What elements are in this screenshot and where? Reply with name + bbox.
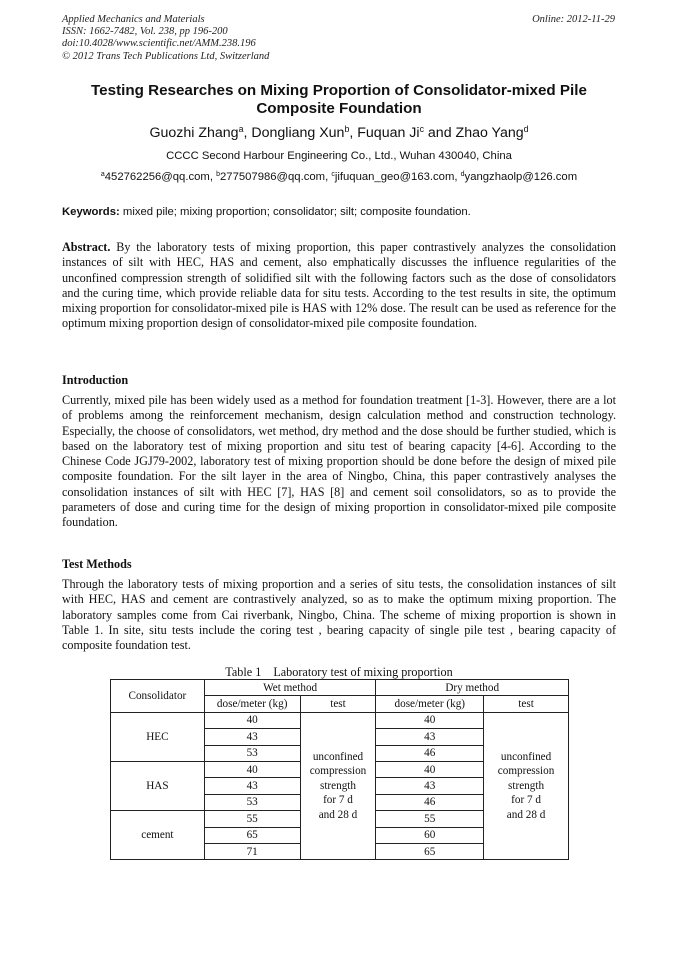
table-row [111,712,569,728]
author-separator: , [349,125,358,141]
test-line: unconfined [500,750,552,763]
test-line: for 7 d [323,794,353,807]
email-address: jifuquan_geo@163.com [334,171,455,183]
consolidator-cell: HEC [111,712,205,761]
paper-title [62,82,616,118]
author-sup: a [238,124,244,135]
email-separator: , [325,171,332,183]
email-address: yangzhaolp@126.com [464,171,578,183]
online-date: Online: 2012-11-29 [532,14,615,25]
dry-dose-cell: 40 [376,761,484,777]
test-methods-heading: Test Methods [62,557,132,571]
dry-dose-cell: 65 [376,843,484,859]
consolidator-cell: cement [111,811,205,860]
wet-dose-cell: 40 [204,761,300,777]
email-sup: a [100,171,105,179]
dry-dose-cell: 43 [376,729,484,745]
journal-name: Applied Mechanics and Materials [62,14,205,25]
email-address: 277507986@qq.com [220,171,326,183]
email-address: 452762256@qq.com [104,171,210,183]
test-line: and 28 d [506,808,546,821]
email-separator: , [209,171,217,183]
test-line: compression [497,765,555,778]
header-dry-dose: dose/meter (kg) [376,696,484,712]
keywords-label: Keywords: [62,206,120,218]
abstract-label: Abstract. [62,240,111,254]
wet-dose-cell: 55 [204,811,300,827]
author-separator: and [423,125,456,141]
author-name: Zhao Yang [455,125,524,141]
table-caption [62,665,616,680]
dry-dose-cell: 40 [376,712,484,728]
issn-line: ISSN: 1662-7482, Vol. 238, pp 196-200 [62,26,228,38]
abstract [62,240,616,332]
dry-dose-cell: 43 [376,778,484,794]
table-header-row [111,680,569,696]
test-methods-text: Through the laboratory tests of mixing proportion and a series of situ tests, the consolidation instances of silt with HEC, HAS and cement are contrastively analyzed, so as to make the optimum mixing proportion. The laboratory samples come from Cai riverbank, Ningbo, China. The scheme of mixing proportion is shown in Table 1. In site, situ tests include the coring test , bearing capacity of single pile test , bearing capacity of composite foundation test. [62,577,616,653]
mixing-proportion-table [110,679,569,860]
wet-dose-cell: 40 [204,712,300,728]
email-separator: , [454,171,461,183]
author-sup: b [344,124,350,135]
dry-dose-cell: 60 [376,827,484,843]
title-line-1: Testing Researches on Mixing Proportion of Consolidator-mixed Pile [91,82,587,99]
wet-dose-cell: 53 [204,745,300,761]
wet-dose-cell: 53 [204,794,300,810]
header-wet-dose: dose/meter (kg) [204,696,300,712]
author-sup: c [419,124,424,135]
wet-dose-cell: 71 [204,843,300,859]
test-line: for 7 d [511,794,541,807]
consolidator-cell: HAS [111,761,205,810]
journal-header [62,14,269,63]
email-sup: c [331,171,335,179]
header-consolidator: Consolidator [111,680,205,713]
test-line: compression [309,765,367,778]
header-wet-method: Wet method [204,680,376,696]
dry-dose-cell: 55 [376,811,484,827]
introduction-text: Currently, mixed pile has been widely used as a method for foundation treatment [1-3]. However, there are a lot of problems among the reinforcement mechanism, design calculation method and construction technology. Especially, the choose of consolidators, wet method, dry method and the dose should be further studied, which is based on the laboratory test of mixing proportion and situ test of bearing capacity [4-6]. According to the Chinese Code JGJ79-2002, laboratory test of mixing proportion should be done before the design of mixed pile composite foundation. For the silt layer in the area of Ningbo, China, this paper contrastively analyses the consolidation instances of silt with HEC [7], HAS [8] and cement soil consolidators, so as to provide the parameters of dose and curing time for the design of mixing proportion in consolidator-mixed pile composite foundation. [62,393,616,530]
author-separator: , [243,125,252,141]
author-name: Guozhi Zhang [149,125,239,141]
header-dry-method: Dry method [376,680,569,696]
author-sup: d [523,124,529,135]
header-dry-test: test [484,696,569,712]
test-line: and 28 d [318,808,358,821]
doi-line: doi:10.4028/www.scientific.net/AMM.238.196 [62,38,256,50]
author-list [62,124,616,143]
test-line: unconfined [312,750,364,763]
wet-dose-cell: 43 [204,778,300,794]
header-wet-test: test [300,696,376,712]
dry-test-cell [484,712,569,860]
email-sup: d [460,171,465,179]
introduction-heading: Introduction [62,373,129,387]
test-line: strength [319,779,357,792]
email-list [62,171,616,183]
keywords [62,206,616,218]
table-caption-number: Table 1 [225,665,262,679]
copyright-line: © 2012 Trans Tech Publications Ltd, Switzerland [62,50,270,62]
wet-dose-cell: 65 [204,827,300,843]
author-name: Fuquan Ji [357,125,420,141]
abstract-text: By the laboratory tests of mixing proportion, this paper contrastively analyzes the consolidation instances of silt with HEC, HAS and cement, also emphatically discusses the influence regularities of the unconfined compression strength of solidified silt with the following factors such as the dose of consolidators and the curing time, which provide reliable data for situ tests. According to the test results in site, the optimum mixing proportion for consolidator-mixed pile is HAS with 12% dose. The result can be used as reference for the optimum mixing proportion design of consolidator-mixed pile composite foundation. [62,240,617,331]
dry-dose-cell: 46 [376,745,484,761]
affiliation: CCCC Second Harbour Engineering Co., Ltd., Wuhan 430040, China [166,150,512,162]
wet-test-cell [300,712,376,860]
title-line-2: Composite Foundation [256,100,422,117]
dry-dose-cell: 46 [376,794,484,810]
keywords-text: mixed pile; mixing proportion; consolidator; silt; composite foundation. [122,206,471,218]
test-line: strength [508,779,545,792]
wet-dose-cell: 43 [204,729,300,745]
author-name: Dongliang Xun [251,125,345,141]
table-caption-text: Laboratory test of mixing proportion [273,665,453,679]
email-sup: b [216,171,221,179]
